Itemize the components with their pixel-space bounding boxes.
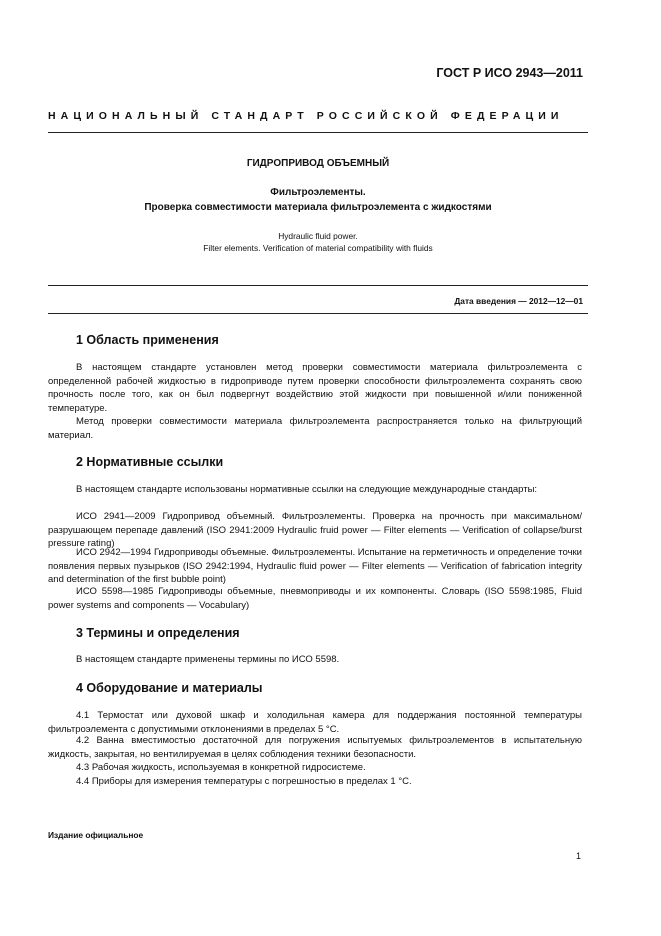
section-heading-scope: 1 Область применения — [76, 333, 219, 347]
references-paragraph-4: ИСО 5598—1985 Гидроприводы объемные, пневмоприводы и их компоненты. Словарь (ISO 5598:1985, Fluid power systems and components — Vocabulary) — [48, 586, 582, 611]
national-standard-banner: НАЦИОНАЛЬНЫЙ СТАНДАРТ РОССИЙСКОЙ ФЕДЕРАЦИИ — [48, 110, 564, 122]
page-number: 1 — [575, 851, 581, 861]
title-rule — [48, 285, 588, 286]
english-title-1: Hydraulic fluid power. — [278, 231, 358, 241]
header-rule — [48, 132, 588, 133]
equipment-paragraph-2: 4.2 Ванна вместимостью достаточной для погружения испытуемых фильтроэлементов в испытательную жидкость, закрытая, но вентилируемая в целях соблюдения техники безопасности. — [48, 735, 582, 760]
introduction-date: Дата введения — 2012—12—01 — [454, 296, 583, 306]
document-subtitle-2: Проверка совместимости материала фильтроэлемента с жидкостями — [144, 202, 492, 213]
terms-paragraph-1: В настоящем стандарте применены термины по ИСО 5598. — [76, 654, 340, 665]
date-rule — [48, 313, 588, 314]
equipment-paragraph-1: 4.1 Термостат или духовой шкаф и холодильная камера для поддержания постоянной температуры фильтроэлемента с допустимыми отклонениями в пределах 5 °С. — [48, 710, 582, 735]
references-paragraph-3: ИСО 2942—1994 Гидроприводы объемные. Фильтроэлементы. Испытание на герметичность и определение точки появления первых пузырьков (ISO 2942:1994, Hydraulic fluid power — Filter elements — Verification of fabrication integrity and determination of the first bubble point) — [48, 547, 582, 586]
equipment-paragraph-4: 4.4 Приборы для измерения температуры с погрешностью в пределах 1 °С. — [76, 776, 412, 787]
official-edition-note: Издание официальное — [48, 830, 144, 840]
document-title: ГИДРОПРИВОД ОБЪЕМНЫЙ — [246, 158, 390, 169]
references-paragraph-2: ИСО 2941—2009 Гидропривод объемный. Фильтроэлементы. Проверка на прочность при максимальном/разрушающем перепаде давлений (ISO 2941:2009 Hydraulic fruid power — Filter elements — Verification of collapse/burst pressure rating) — [48, 511, 582, 550]
scope-paragraph-2: Метод проверки совместимости материала фильтроэлемента распространяется только на фильтрующий материал. — [48, 416, 582, 441]
equipment-paragraph-3: 4.3 Рабочая жидкость, используемая в конкретной гидросистеме. — [76, 762, 366, 773]
section-heading-references: 2 Нормативные ссылки — [76, 455, 224, 469]
section-heading-terms: 3 Термины и определения — [76, 626, 240, 640]
document-subtitle-1: Фильтроэлементы. — [270, 187, 366, 198]
references-paragraph-1: В настоящем стандарте использованы нормативные ссылки на следующие международные стандарты: — [76, 484, 538, 495]
english-title-2: Filter elements. Verification of material compatibility with fluids — [203, 243, 433, 253]
section-heading-equipment: 4 Оборудование и материалы — [76, 681, 263, 695]
scope-paragraph-1: В настоящем стандарте установлен метод проверки совместимости материала фильтроэлемента с определенной рабочей жидкостью в гидроприводе путем проверки способности фильтроэлемента сохранять свою прочность после того, как он был подвергнут воздействию этой жидкости при повышенной и/или пониженной температуре. — [48, 362, 582, 414]
document-code: ГОСТ Р ИСО 2943—2011 — [436, 66, 583, 80]
